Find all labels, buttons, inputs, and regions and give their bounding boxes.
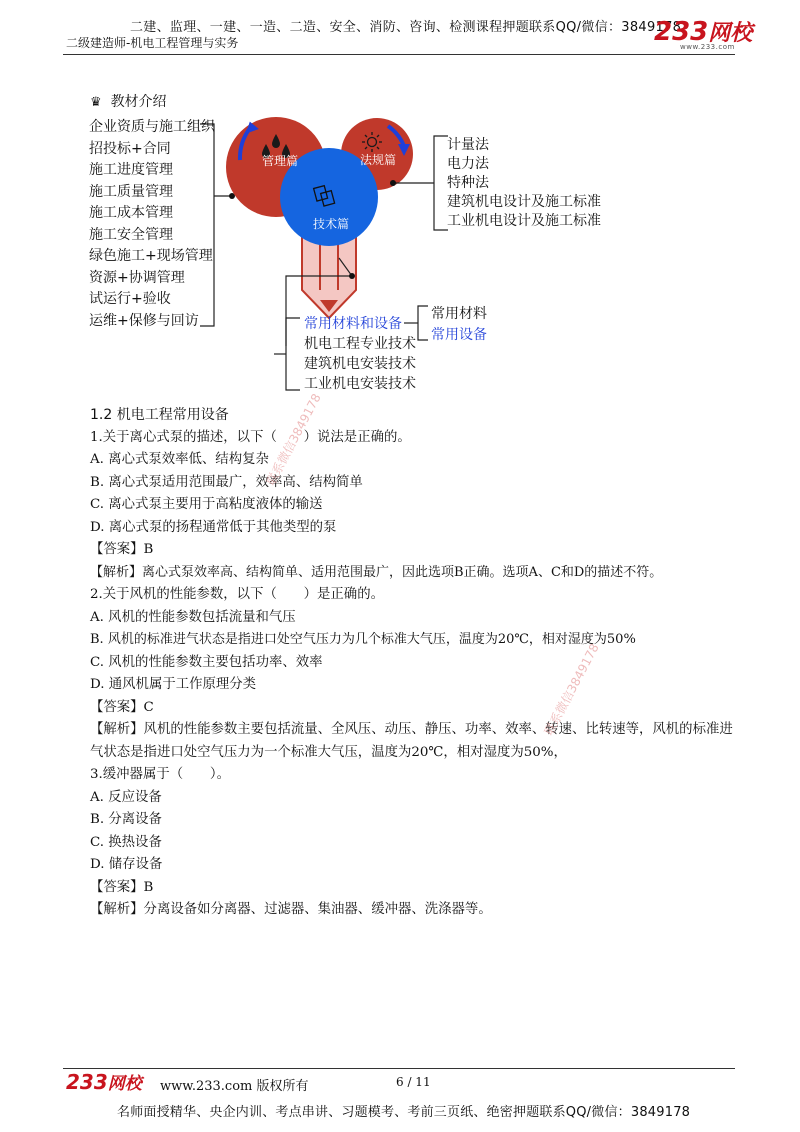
list-item-highlighted: 常用材料和设备 [304, 316, 402, 332]
list-item: 工业机电安装技术 [304, 376, 416, 392]
watermark: 联系微信3849178 [541, 641, 602, 738]
question-option: A. 离心式泵效率低、结构复杂 [90, 452, 269, 467]
analysis: 【解析】风机的性能参数主要包括流量、全风压、动压、静压、功率、效率、转速、比转速等，风机的标准进气状态是指进口处空气压力为一个标准大气压，温度为20℃，相对湿度为50%， [90, 722, 733, 760]
list-item: 资源+协调管理 [89, 269, 185, 286]
list-item: 建筑机电设计及施工标准 [447, 194, 601, 210]
list-item: 绿色施工+现场管理 [89, 248, 213, 264]
list-item: 施工进度管理 [89, 162, 173, 178]
management-label: 管理篇 [262, 154, 299, 168]
management-topics-list [89, 117, 215, 332]
document-subtitle: 二级建造师-机电工程管理与实务 [66, 36, 239, 50]
tech-topics-list [304, 314, 416, 394]
list-item: 施工安全管理 [89, 226, 173, 243]
diagram-title: ♛ 教材介绍 [90, 94, 167, 110]
law-label: 法规篇 [360, 153, 397, 167]
tech-label: 技术篇 [313, 217, 350, 231]
list-item: 施工成本管理 [89, 205, 173, 221]
list-item: 工业机电设计及施工标准 [447, 213, 601, 229]
list-item: 电力法 [447, 156, 489, 172]
list-item: 运维+保修与回访 [89, 312, 199, 329]
question-stem: 3.缓冲器属于（ ）。 [90, 767, 230, 782]
header-logo: 233网校 www.233.com [654, 17, 753, 51]
footer-rule [63, 1068, 735, 1069]
crown-icon: ♛ [90, 95, 102, 110]
list-item: 机电工程专业技术 [304, 336, 416, 352]
question-option: C. 离心式泵主要用于高粘度液体的输送 [90, 497, 323, 512]
answer: 【答案】B [90, 542, 154, 557]
list-item: 建筑机电安装技术 [304, 356, 416, 372]
question-option: D. 通风机属于工作原理分类 [90, 677, 257, 692]
question-stem: 2.关于风机的性能参数，以下（ ）是正确的。 [90, 587, 384, 602]
footer-logo: 233网校 [66, 1070, 142, 1094]
right-bracket [434, 136, 448, 230]
question-option: C. 换热设备 [90, 834, 162, 850]
list-item: 常用材料 [431, 306, 487, 322]
section-heading: 1.2 机电工程常用设备 [90, 407, 229, 423]
answer: 【答案】B [90, 879, 154, 895]
question-option: C. 风机的性能参数主要包括功率、效率 [90, 654, 323, 670]
list-item: 特种法 [447, 175, 489, 191]
question-option: D. 储存设备 [90, 857, 163, 872]
question-option: B. 离心式泵适用范围最广，效率高、结构简单 [90, 474, 363, 490]
list-item: 试运行+验收 [89, 291, 171, 307]
page-number: 6 / 11 [396, 1075, 431, 1089]
question-option: B. 风机的标准进气状态是指进口处空气压力为几个标准大气压，温度为20℃，相对湿度为50% [90, 632, 636, 647]
question-option: D. 离心式泵的扬程通常低于其他类型的泵 [90, 519, 337, 535]
list-item: 招投标+合同 [89, 140, 171, 157]
question-stem: 1.关于离心式泵的描述，以下（ ）说法是正确的。 [90, 429, 411, 445]
bottom-bracket [286, 318, 300, 390]
analysis: 【解析】分离设备如分离器、过滤器、集油器、缓冲器、洗涤器等。 [90, 902, 492, 917]
footer-contact-line: 名师面授精华、央企内训、考点串讲、习题模考、考前三页纸、绝密押题联系QQ/微信：3849178 [117, 1105, 691, 1120]
analysis: 【解析】离心式泵效率高、结构简单、适用范围最广，因此选项B正确。选项A、C和D的描述不符。 [90, 564, 663, 580]
question-option: B. 分离设备 [90, 812, 162, 827]
sub-bracket [418, 306, 428, 340]
header-contact-line: 二建、监理、一建、一造、二造、安全、消防、咨询、检测课程押题联系QQ/微信：3849178 [130, 20, 682, 35]
list-item: 施工质量管理 [89, 183, 173, 200]
law-topics-list [447, 136, 601, 231]
materials-sub-list [431, 304, 487, 346]
question-content [90, 404, 745, 922]
list-item-highlighted: 常用设备 [431, 327, 487, 343]
list-item: 计量法 [447, 137, 489, 153]
question-option: A. 风机的性能参数包括流量和气压 [90, 609, 296, 625]
answer: 【答案】C [90, 699, 154, 715]
footer-copyright: www.233.com 版权所有 [160, 1079, 309, 1094]
list-item: 企业资质与施工组织 [89, 119, 215, 135]
watermark: 联系微信3849178 [263, 391, 324, 488]
question-option: A. 反应设备 [90, 789, 162, 805]
